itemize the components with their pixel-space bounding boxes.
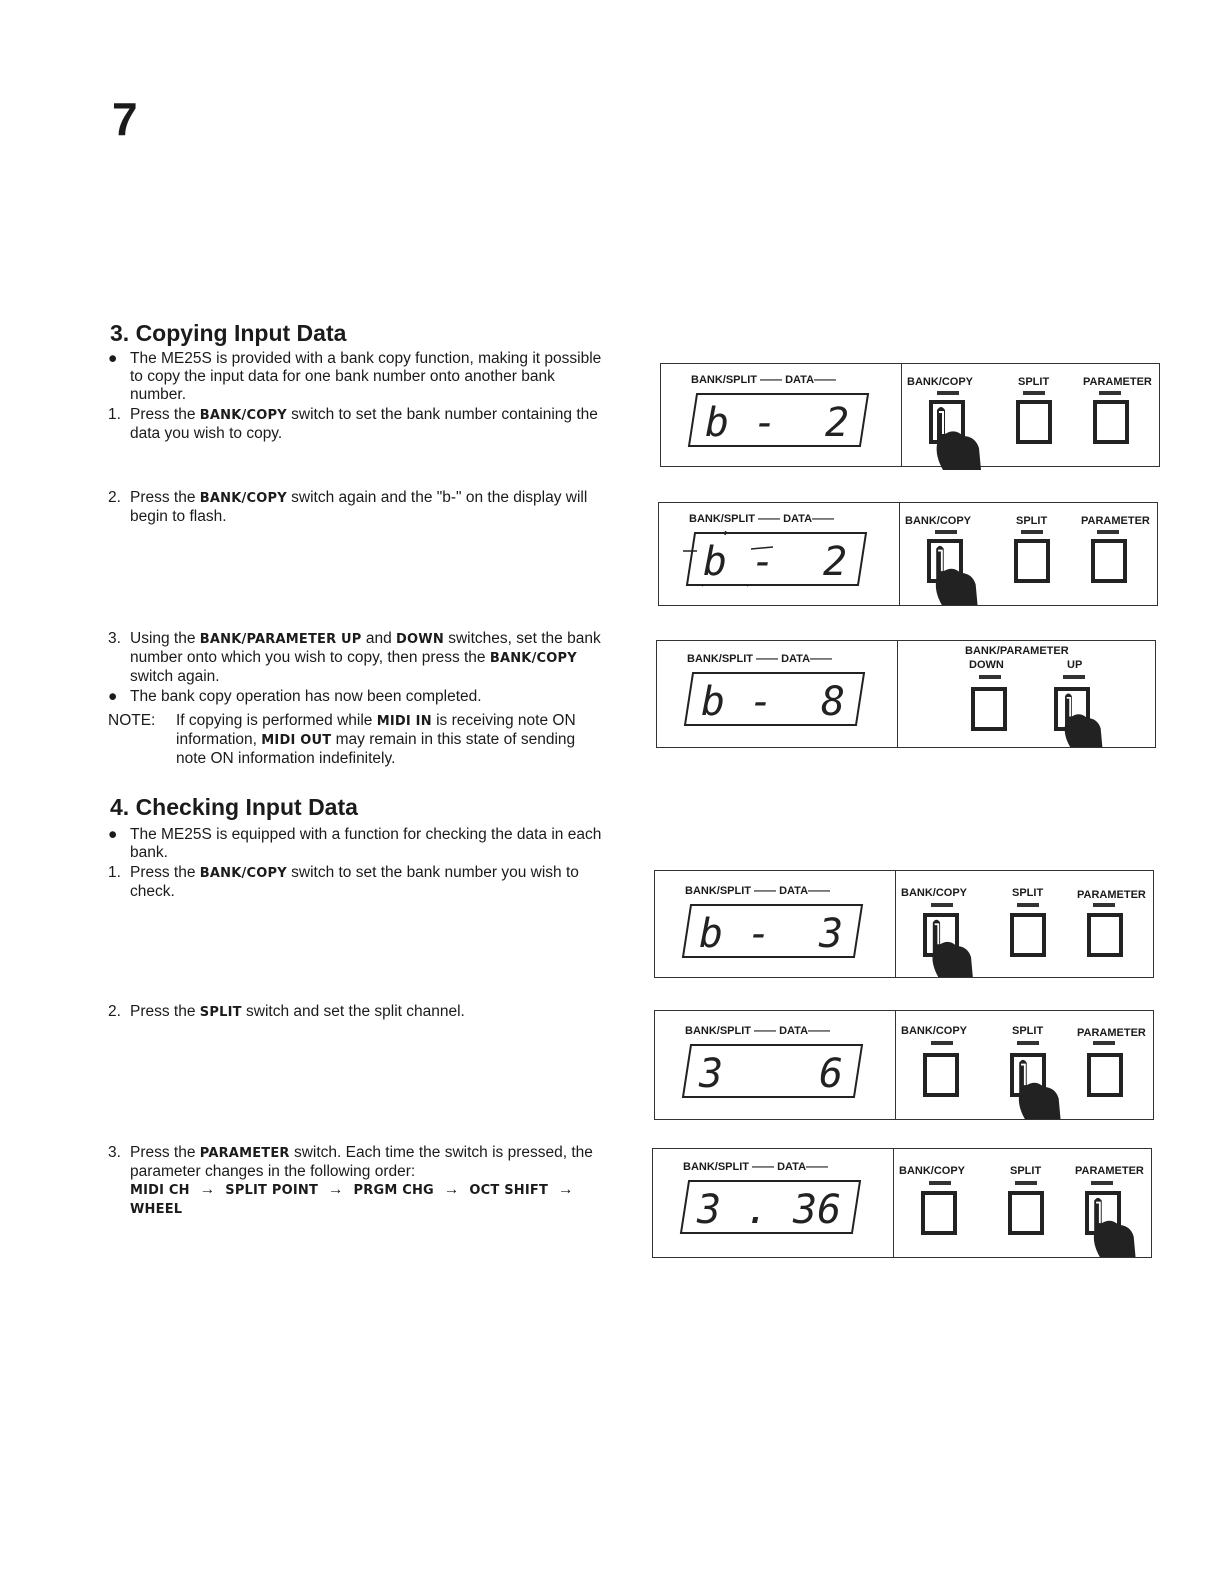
pressing-finger-icon	[923, 917, 979, 977]
display-label: BANK/SPLIT —— DATA——	[685, 1025, 831, 1037]
display-label: BANK/SPLIT —— DATA——	[683, 1161, 829, 1173]
led-display	[677, 1179, 862, 1235]
panel-diagram-2: BANK/SPLIT —— DATA—— b - 2 BANK/COPY SPLIT PARAMETER	[658, 502, 1158, 606]
split-button[interactable]	[1008, 1191, 1044, 1235]
section-title-checking: 4. Checking Input Data	[110, 794, 358, 820]
copy-step-1: 1. Press the BANK/COPY switch to set the bank number containing the data you wish to copy.	[108, 406, 598, 442]
svg-text:b -: b -	[699, 911, 772, 957]
display-label: BANK/SPLIT —— DATA——	[691, 374, 837, 386]
arrow-right-icon: →	[199, 1181, 216, 1198]
parameter-button[interactable]	[1093, 400, 1129, 444]
parameter-button[interactable]	[1087, 1053, 1123, 1097]
display-label: BANK/SPLIT —— DATA——	[687, 653, 833, 665]
led-display	[679, 903, 864, 959]
pressing-finger-icon	[929, 404, 985, 470]
display-label: BANK/SPLIT —— DATA——	[685, 885, 831, 897]
split-button[interactable]	[1010, 913, 1046, 957]
copy-step-2: 2. Press the BANK/COPY switch again and the "b-" on the display will begin to flash.	[108, 489, 588, 525]
split-button[interactable]	[1016, 400, 1052, 444]
bullet-icon: ●	[108, 350, 118, 367]
svg-text:2: 2	[825, 400, 850, 446]
arrow-right-icon: →	[558, 1181, 574, 1198]
led-display-flashing	[683, 531, 868, 587]
pressing-finger-icon	[1054, 691, 1110, 747]
bank-copy-button[interactable]	[921, 1191, 957, 1235]
panel-diagram-6: BANK/SPLIT —— DATA—— 3 . 36 BANK/COPY SPLIT PARAMETER	[652, 1148, 1152, 1258]
check-intro: ● The ME25S is equipped with a function for checking the data in each bank.	[108, 826, 602, 861]
pressing-finger-icon	[927, 543, 983, 605]
copy-done: ● The bank copy operation has now been completed.	[108, 688, 482, 705]
bank-copy-button[interactable]	[923, 1053, 959, 1097]
panel-diagram-3: BANK/SPLIT —— DATA—— b - 8 BANK/PARAMETER DOWN UP	[656, 640, 1156, 748]
led-display	[681, 671, 866, 727]
svg-text:8: 8	[821, 679, 846, 725]
check-step-3: 3. Press the PARAMETER switch. Each time the switch is pressed, the parameter changes in the following order: MIDI CH → SPLIT POINT → PRGM CHG → OCT SHIFT → WHEEL	[108, 1144, 608, 1219]
check-step-1: 1. Press the BANK/COPY switch to set the bank number you wish to check.	[108, 864, 579, 900]
copy-note: NOTE: If copying is performed while MIDI IN is receiving note ON information, MIDI OUT may remain in this state of sending note ON information indefinitely.	[108, 712, 576, 767]
page-number: 7	[112, 93, 138, 145]
copy-intro: ● The ME25S is provided with a bank copy function, making it possible to copy the input data for one bank number onto another bank number.	[108, 350, 602, 403]
bullet-icon: ●	[108, 688, 118, 705]
split-button[interactable]	[1014, 539, 1050, 583]
arrow-right-icon: →	[443, 1181, 460, 1198]
svg-text:b -: b -	[703, 539, 776, 585]
section-title-copying: 3. Copying Input Data	[110, 320, 347, 346]
parameter-button[interactable]	[1091, 539, 1127, 583]
pressing-finger-icon	[1010, 1057, 1066, 1119]
svg-text:6: 6	[819, 1051, 844, 1097]
svg-text:b -: b -	[701, 679, 774, 725]
panel-diagram-4: BANK/SPLIT —— DATA—— b - 3 BANK/COPY SPLIT PARAMETER	[654, 870, 1154, 978]
led-display	[679, 1043, 864, 1099]
svg-text:36: 36	[793, 1187, 842, 1233]
copy-step-3: 3. Using the BANK/PARAMETER UP and DOWN switches, set the bank number onto which you wish to copy, then press the BANK/COPY switch again.	[108, 630, 601, 685]
display-label: BANK/SPLIT —— DATA——	[689, 513, 835, 525]
panel-diagram-5: BANK/SPLIT —— DATA—— 3 6 BANK/COPY SPLIT PARAMETER	[654, 1010, 1154, 1120]
svg-text:3 .: 3 .	[697, 1187, 770, 1233]
parameter-button[interactable]	[1087, 913, 1123, 957]
svg-text:3: 3	[699, 1051, 724, 1097]
svg-text:2: 2	[823, 539, 848, 585]
pressing-finger-icon	[1085, 1195, 1141, 1257]
parameter-sequence: MIDI CH → SPLIT POINT → PRGM CHG → OCT SHIFT → WHEEL	[130, 1181, 574, 1217]
check-step-2: 2. Press the SPLIT switch and set the split channel.	[108, 1003, 465, 1020]
bank-parameter-down-button[interactable]	[971, 687, 1007, 731]
panel-diagram-1: BANK/SPLIT —— DATA—— b - 2 BANK/COPY SPLIT PARAMETER	[660, 363, 1160, 467]
bullet-icon: ●	[108, 826, 118, 843]
svg-text:b -: b -	[705, 400, 778, 446]
svg-text:3: 3	[819, 911, 844, 957]
led-display	[685, 392, 870, 448]
arrow-right-icon: →	[328, 1181, 344, 1198]
